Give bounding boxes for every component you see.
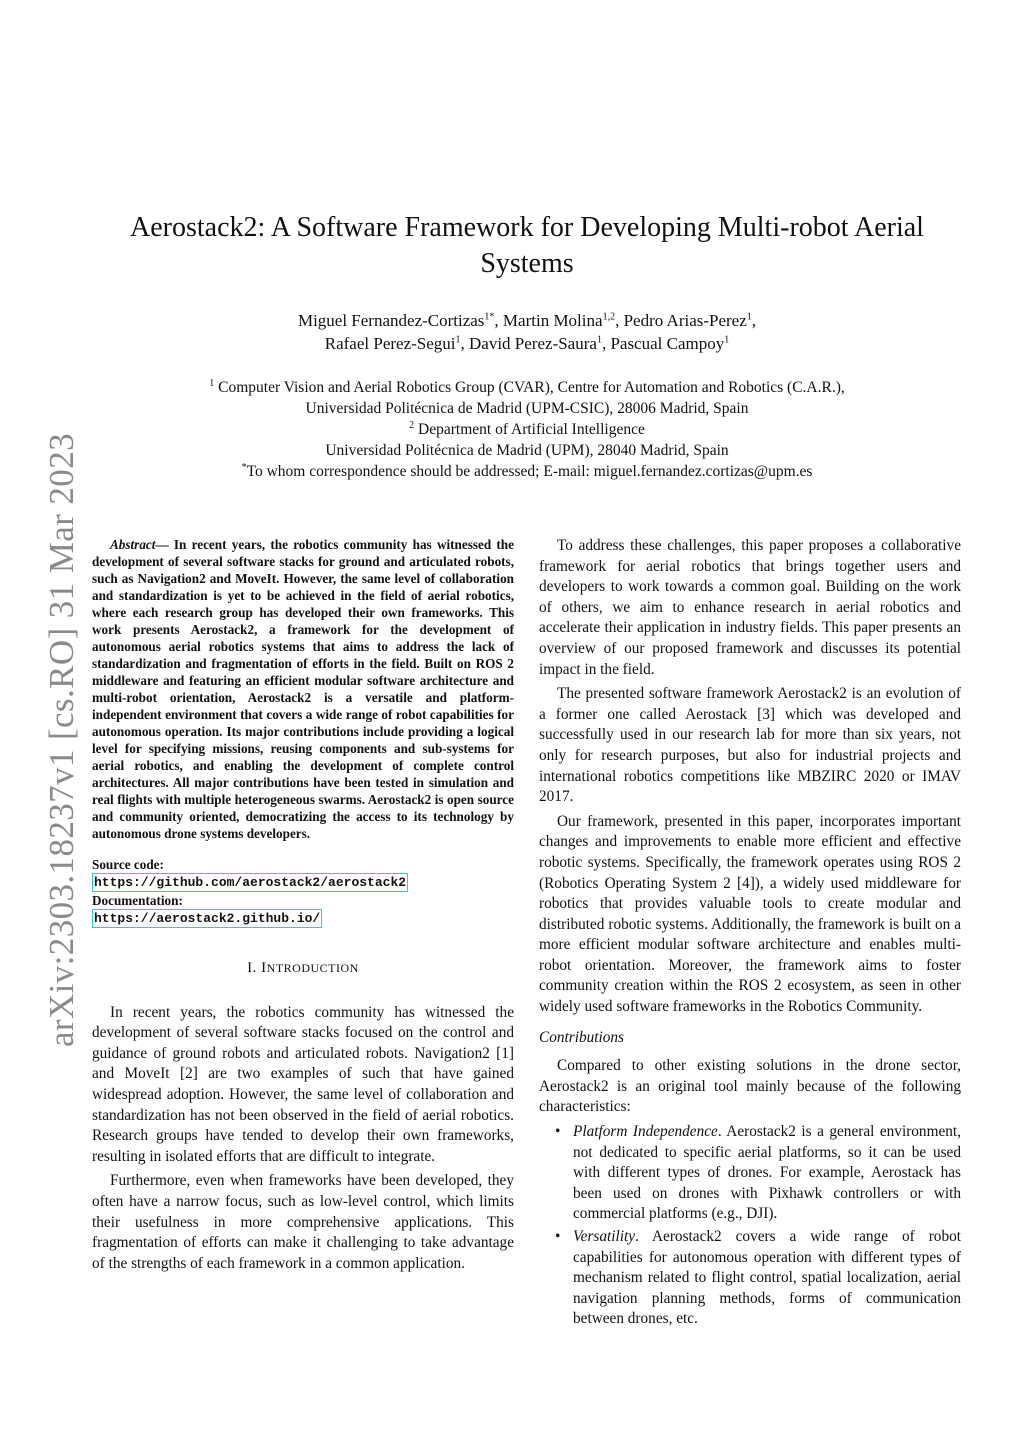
affiliation-line [100, 377, 954, 398]
list-item [555, 1122, 961, 1225]
author-name: Miguel Fernandez-Cortizas [297, 311, 485, 330]
section-title-rest: NTRODUCTION [266, 961, 359, 975]
bullet-icon: • [555, 1228, 561, 1245]
links-block [92, 856, 514, 928]
contribution-term: Platform Independence [573, 1123, 718, 1141]
author-separator: , [460, 334, 470, 353]
correspondence-line [100, 461, 954, 482]
body-paragraph-2: The presented software framework Aerostack2 is an evolution of a former one called Aerostack [3] which was developed and successfully used in our research lab for more than six years, not only for research purposes, but also for industrial projects and international robotics competitions like MBZIRC 2020 or IMAV 2017. [539, 685, 961, 806]
author-affiliation-mark: 1 [596, 334, 602, 346]
author-name: Martin Molina [502, 311, 603, 330]
affiliation-line [100, 440, 954, 461]
author-affiliation-mark: 1* [484, 311, 495, 323]
author-separator: , [494, 311, 503, 330]
correspondence-text: To whom correspondence should be addressed; E-mail: miguel.fernandez.cortizas@upm.es [246, 463, 813, 480]
abstract-label: Abstract [110, 537, 156, 552]
list-item [555, 1227, 961, 1330]
arxiv-identifier: arXiv:2303.18237v1 [cs.RO] 31 Mar 2023 [42, 433, 81, 1048]
affiliation-text: Universidad Politécnica de Madrid (UPM), 28040 Madrid, Spain [325, 442, 729, 459]
section-title-initial: I [261, 960, 267, 976]
affiliation-line [100, 419, 954, 440]
paper-title: Aerostack2: A Software Framework for Developing Multi-robot Aerial Systems [130, 212, 924, 279]
author-affiliation-mark: 1 [455, 334, 461, 346]
source-code-link[interactable]: https://github.com/aerostack2/aerostack2 [94, 875, 407, 890]
author-list [100, 309, 954, 355]
affiliations [100, 377, 954, 482]
abstract-text: In recent years, the robotics community has witnessed the development of several software stacks for ground and articulated robots, such as Navigation2 and MoveIt. However, the same level of collaboration and standardization is yet to be achieved in the field of aerial robotics, where each research group has developed their own frameworks. This work presents Aerostack2, a framework for the development of autonomous aerial robotics systems that aims to address the lack of standardization and fragmentation of efforts in the field. Built on ROS 2 middleware and featuring an efficient modular software architecture and multi-robot orientation, Aerostack2 is a versatile and platform-independent environment that covers a wide range of robot capabilities for autonomous operation. Its major contributions include providing a logical level for specifying missions, reusing components and sub-systems for aerial robotics, and enabling the development of complete control architectures. All major contributions have been tested in simulation and real flights with multiple heterogeneous swarms. Aerostack2 is open source and community oriented, democratizing the access to its technology by autonomous drone systems developers. [92, 537, 514, 841]
bullet-icon: • [555, 1123, 561, 1141]
affiliation-line [100, 398, 954, 419]
author-name: Pascual Campoy [610, 334, 725, 353]
author-name: David Perez-Saura [469, 334, 597, 353]
author-separator: , [601, 334, 611, 353]
section-numeral: I. [247, 960, 262, 976]
affiliation-mark: * [241, 461, 247, 473]
contributions-list [539, 1122, 961, 1330]
section-heading-introduction [92, 958, 514, 979]
affiliation-text: Department of Artificial Intelligence [414, 421, 645, 438]
affiliation-text: Computer Vision and Aerial Robotics Group (CVAR), Centre for Automation and Robotics (C.A.R.), [214, 379, 845, 396]
contribution-text: . Aerostack2 covers a wide range of robot capabilities for autonomous operation with different types of mechanism related to flight control, spatial localization, aerial navigation planning methods, forms of communication between drones, etc. [573, 1228, 961, 1328]
right-column [539, 536, 961, 1332]
contribution-text: . Aerostack2 is a general environment, not dedicated to specific aerial platforms, so it can be used with different types of drones. For example, Aerostack has been used on drones with Pixhawk controllers or with commercial platforms (e.g., DJI). [573, 1123, 961, 1223]
source-code-label: Source code: [92, 857, 164, 872]
contribution-term: Versatility [573, 1228, 636, 1245]
author-affiliation-mark: 1 [724, 334, 730, 346]
abstract-dash: — [155, 537, 174, 552]
affiliation-mark: 2 [409, 419, 415, 431]
author-affiliation-mark: 1,2 [602, 311, 616, 323]
author-separator: , [615, 311, 624, 330]
author-separator: , [751, 311, 757, 330]
author-line-1 [100, 309, 954, 332]
author-name: Rafael Perez-Segui [324, 334, 456, 353]
contributions-intro: Compared to other existing solutions in the drone sector, Aerostack2 is an original tool mainly because of the following characteristics: [539, 1057, 961, 1116]
intro-paragraph-2: Furthermore, even when frameworks have been developed, they often have a narrow focus, such as low-level control, which limits their usefulness in more comprehensive applications. This fragmentation of efforts can make it challenging to take advantage of the strengths of each framework in a common application. [92, 1172, 514, 1272]
left-column [92, 536, 514, 1274]
author-line-2 [100, 332, 954, 355]
affiliation-mark: 1 [209, 377, 215, 389]
contributions-heading: Contributions [539, 1028, 624, 1046]
affiliation-text: Universidad Politécnica de Madrid (UPM-CSIC), 28006 Madrid, Spain [305, 400, 749, 417]
body-paragraph-3: Our framework, presented in this paper, incorporates important changes and improvements to enable more efficient and effective robotic systems. Specifically, the framework operates using ROS 2 (Robotics Operating System 2 [4]), a widely used middleware for robotics that provides valuable tools to create modular and distributed robotic systems. Additionally, the framework is built on a more efficient modular software architecture and enables multi-robot orientation. Moreover, the framework aims to foster community creation within the ROS 2 ecosystem, as seen in other widely used software frameworks in the Robotics Community. [539, 812, 961, 1016]
intro-paragraph-1: In recent years, the robotics community has witnessed the development of several software stacks focused on the control and guidance of ground robots and articulated robots. Navigation2 [1] and MoveIt [2] are two examples of such that have gained widespread adoption. However, the same level of collaboration and standardization has not been observed in the field of aerial robotics. Research groups have tended to develop their own frameworks, resulting in isolated efforts that are difficult to integrate. [92, 1003, 514, 1165]
documentation-label: Documentation: [92, 893, 183, 908]
abstract [92, 536, 514, 842]
author-name: Pedro Arias-Perez [623, 311, 747, 330]
documentation-link[interactable]: https://aerostack2.github.io/ [94, 911, 321, 926]
author-affiliation-mark: 1 [746, 311, 752, 323]
body-paragraph-1: To address these challenges, this paper proposes a collaborative framework for aerial robotics that brings together users and developers to work towards a common goal. Building on the work of others, we aim to enhance research in aerial robotics and accelerate their application in industry fields. This paper presents an overview of our proposed framework and discusses its potential impact in the field. [539, 537, 961, 678]
